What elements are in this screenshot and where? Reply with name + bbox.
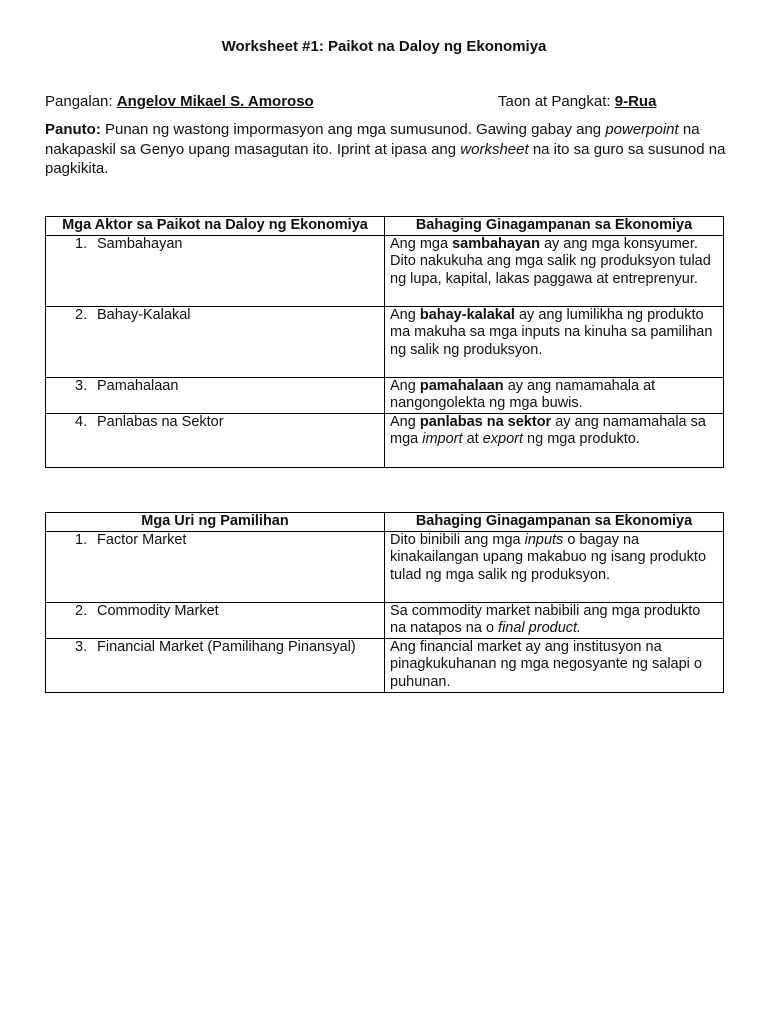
instructions-emphasis: worksheet [460,140,529,158]
column-header: Bahaging Ginagampanan sa Ekonomiya [385,513,724,532]
description-cell [385,602,724,638]
market-cell [46,602,385,638]
instructions-text: Punan ng wastong impormasyon ang mga sumusunod. Gawing gabay ang [100,121,606,138]
actors-table [45,216,724,468]
item-number: 3. [75,638,88,655]
table-row [46,235,724,306]
item-number: 2. [75,306,88,323]
table-row [46,306,724,377]
name-value: Angelov Mikael S. Amoroso [116,93,314,110]
column-header: Bahaging Ginagampanan sa Ekonomiya [385,217,724,236]
description-text: Sa commodity market nabibili ang mga produkto na natapos na o [390,602,701,636]
description-text: Dito binibili ang mga [390,531,525,548]
actor-name: Panlabas na Sektor [97,413,224,430]
description-cell [385,531,724,602]
description-cell [385,377,724,413]
description-cell [385,638,724,692]
column-header: Mga Uri ng Pamilihan [46,513,385,532]
market-name: Factor Market [97,531,187,548]
instructions [45,120,735,179]
description-text: o bagay na kinakailangan upang makabuo ng isang produkto tulad ng mga salik ng produksyon. [390,531,707,583]
worksheet-title: Worksheet #1: Paikot na Daloy ng Ekonomiya [221,38,547,55]
market-name: Commodity Market [97,602,219,619]
table-row [46,638,724,692]
grade-section-line [498,93,656,110]
description-text: Ang [390,306,420,323]
description-text: at [462,431,483,447]
actor-name: Bahay-Kalakal [97,306,191,323]
description-cell [385,413,724,467]
instructions-text: na nakapaskil sa Genyo upang masagutan ito. Iprint at ipasa ang [45,121,700,158]
table-header-row [46,513,724,532]
table-row [46,377,724,413]
item-number: 3. [75,377,88,394]
description-text: ng mga produkto. [523,431,640,447]
market-cell [46,638,385,692]
actor-cell [46,413,385,467]
market-cell [46,531,385,602]
actor-cell [46,377,385,413]
description-bold: bahay-kalakal [419,306,515,323]
description-text: ay ang mga konsyumer. Dito nakukuha ang mga salik ng produksyon tulad ng lupa, kapital, lakas paggawa at entreprenyur. [390,235,711,287]
description-cell [385,235,724,306]
description-text: Ang mga [390,235,453,252]
description-cell [385,306,724,377]
table-row [46,531,724,602]
table-header-row [46,217,724,236]
description-bold: panlabas na sektor [419,413,552,430]
table-row [46,602,724,638]
actor-name: Pamahalaan [97,377,179,394]
actor-name: Sambahayan [97,235,183,252]
description-italic: inputs [524,531,564,548]
item-number: 4. [75,413,88,430]
grade-value: 9-Rua [614,93,657,110]
description-text: Ang financial market ay ang institusyon na pinagkukuhanan ng mga negosyante ng salapi o puhunan. [390,638,702,690]
instructions-emphasis: powerpoint [605,121,679,138]
description-italic: import [422,431,463,447]
description-italic: final product. [498,620,582,636]
description-text: Ang [390,413,420,430]
description-italic: export [482,431,524,447]
grade-label: Taon at Pangkat: [498,93,611,110]
actor-cell [46,235,385,306]
markets-table [45,512,724,693]
instructions-label: Panuto: [45,121,101,138]
description-bold: pamahalaan [419,377,504,394]
description-bold: sambahayan [452,235,540,252]
description-text: ay ang namamahala sa mga [390,413,706,447]
student-name-line [45,93,314,110]
item-number: 1. [75,531,88,548]
description-text: Ang [390,377,420,394]
name-label: Pangalan: [45,93,113,110]
market-name: Financial Market (Pamilihang Pinansyal) [97,638,356,655]
instructions-text: na ito sa guro sa susunod na pagkikita. [45,140,726,177]
description-text: ay ang lumilikha ng produkto ma makuha sa mga inputs na kinuha sa pamilihan ng salik ng produksyon. [390,306,713,358]
actor-cell [46,306,385,377]
item-number: 2. [75,602,88,619]
column-header: Mga Aktor sa Paikot na Daloy ng Ekonomiya [46,217,385,236]
description-text: ay ang namamahala at nangongolekta ng mga buwis. [390,377,656,411]
table-row [46,413,724,467]
item-number: 1. [75,235,88,252]
